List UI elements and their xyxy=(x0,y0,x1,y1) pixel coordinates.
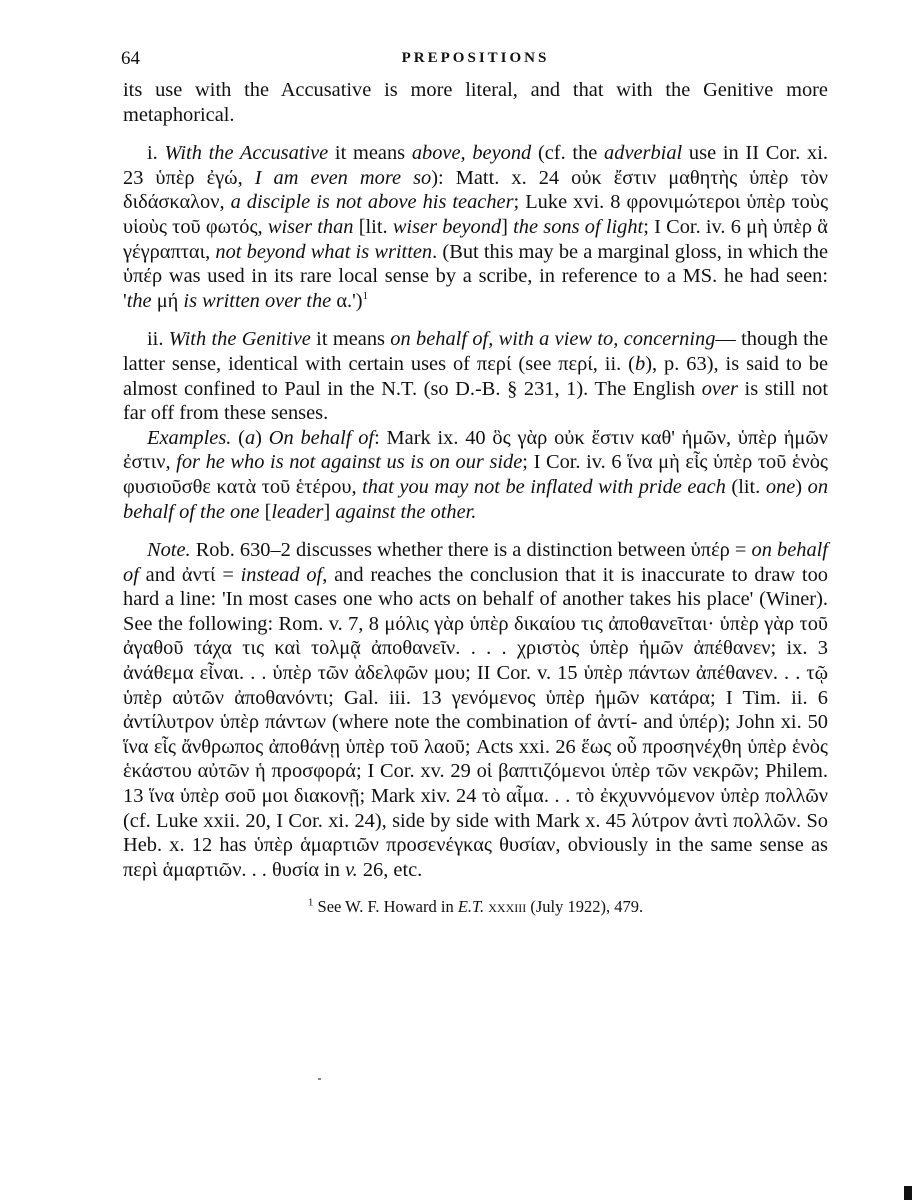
italic-text: E.T. xyxy=(457,897,485,917)
footnote-marker: 1 xyxy=(307,896,314,909)
text: its use with the Accusative is more literal, and that with the Genitive more metaphorical. xyxy=(123,79,828,126)
text: [lit. xyxy=(353,215,393,238)
text: Rob. 630–2 discusses whether there is a distinction between ὑπέρ = xyxy=(190,539,752,562)
text: . (But this may be a marginal gloss, in which the ὑπέρ was used in its rare local sense by a scribe, in reference to a MS. he had seen: ' xyxy=(123,240,828,312)
paragraph-genitive xyxy=(123,327,828,425)
italic-text: the xyxy=(126,289,152,312)
italic-text: I am even more so xyxy=(254,166,432,189)
paragraph-intro xyxy=(123,78,828,127)
italic-text: on behalf of the one xyxy=(123,475,829,523)
text: ), p. 63), is said to be almost confined to Paul in the N.T. (so D.-B. § 231, 1). The English xyxy=(123,352,828,400)
text: μή xyxy=(151,289,184,312)
italic-text: a disciple is not above his teacher xyxy=(230,191,514,214)
section-number: ii. xyxy=(147,328,169,351)
running-title: PREPOSITIONS xyxy=(401,50,550,66)
scan-edge-mark xyxy=(904,1186,912,1200)
text: (lit. xyxy=(725,475,766,498)
italic-text: a xyxy=(244,426,256,449)
text: 26, etc. xyxy=(357,858,423,881)
paragraph-note xyxy=(123,538,828,882)
text: is still not far off from these senses. xyxy=(123,377,829,425)
italic-text: against the other. xyxy=(335,500,477,523)
text: ] xyxy=(323,500,336,523)
italic-text: that you may not be inflated with pride each xyxy=(362,475,726,498)
text: ; Luke xvi. 8 φρονιμώτεροι ὑπὲρ τοὺς υἱοὺς τοῦ φωτός, xyxy=(123,191,829,238)
text: ): Matt. x. 24 οὐκ ἔστιν μαθητὴς ὑπὲρ τὸν διδάσκαλον, xyxy=(123,166,829,214)
italic-text: b xyxy=(634,352,646,375)
text: ; I Cor. iv. 6 ἵνα μὴ εἷς ὑπὲρ τοῦ ἑνὸς φυσιοῦσθε κατὰ τοῦ ἑτέρου, xyxy=(123,451,828,498)
volume-number: xxxiii xyxy=(488,897,527,917)
text: use in II Cor. xi. 23 ὑπὲρ ἐγώ, xyxy=(123,142,828,189)
text: α.') xyxy=(331,289,363,312)
italic-text: not beyond what is written xyxy=(215,240,433,263)
page-number: 64 xyxy=(121,48,140,69)
text: [ xyxy=(259,500,272,523)
paragraph-examples xyxy=(123,426,828,524)
italic-text: on behalf of xyxy=(123,539,828,586)
text: (July 1922), 479. xyxy=(526,897,644,917)
italic-text: On behalf of xyxy=(268,426,375,449)
footnote xyxy=(123,896,828,918)
section-number: i. xyxy=(147,142,165,165)
text: (cf. the xyxy=(531,142,605,165)
italic-text: above, beyond xyxy=(411,142,532,165)
footnote-marker: 1 xyxy=(362,289,369,302)
section-label: Examples. xyxy=(147,426,232,449)
body-text xyxy=(123,78,828,882)
italic-text: the sons of light xyxy=(513,215,644,238)
page xyxy=(123,48,828,918)
italic-text: one xyxy=(765,475,796,498)
text: ( xyxy=(231,426,245,449)
italic-text: for he who is not against us is on our side xyxy=(176,451,523,474)
italic-text: over xyxy=(701,377,738,400)
section-label: With the Accusative xyxy=(164,142,329,165)
italic-text: wiser beyond xyxy=(392,215,502,238)
text: , and reaches the conclusion that it is inaccurate to draw too hard a line: 'In most cases one who acts on behalf of another takes his place' (Winer). See the following: Rom. v. 7, 8 μόλις γὰρ ὑπὲρ δικαίου τις ἀποθανεῖται· ὑπὲρ γὰρ τοῦ ἀγαθοῦ τάχα τις καὶ τολμᾷ ἀποθανεῖν. . . . χριστὸς ὑπὲρ ἡμῶν ἀπέθανεν; ix. 3 ἀνάθεμα εἶναι. . . ὑπὲρ τῶν ἀδελφῶν μου; II Cor. v. 15 ὑπὲρ πάντων ἀπέθανεν. . . τῷ ὑπὲρ αὐτῶν ἀποθανόντι; Gal. iii. 13 γενόμενος ὑπὲρ ἡμῶν κατάρα; I Tim. ii. 6 ἀντίλυτρον ὑπὲρ πάντων (where note the combination of ἀντί- and ὑπέρ); John xi. 50 ἵνα εἷς ἄνθρωπος ἀποθάνῃ ὑπὲρ τοῦ λαοῦ; Acts xxi. 26 ἕως οὗ προσηνέχθη ὑπὲρ ἑνὸς ἑκάστου αὐτῶν ἡ προσφορά; I Cor. xv. 29 οἱ βαπτιζόμενοι ὑπὲρ τῶν νεκρῶν; Philem. 13 ἵνα ὑπὲρ σοῦ μοι διακονῇ; Mark xiv. 24 τὸ αἷμα. . . τὸ ἐκχυννόμενον ὑπὲρ πολλῶν (cf. Luke xxii. 20, I Cor. xi. 24), side by side with Mark x. 45 λύτρον ἀντὶ πολλῶν. So Heb. x. 12 has ὑπὲρ ἁμαρτιῶν προσενέγκας θυσίαν, obviously in the same sense as περὶ ἁμαρτιῶν. . . θυσία in xyxy=(123,563,828,881)
italic-text: leader xyxy=(271,500,324,523)
text: and ἀντί = xyxy=(138,563,241,586)
italic-text: instead of xyxy=(240,563,323,586)
text: See W. F. Howard in xyxy=(313,897,458,917)
section-label: With the Genitive xyxy=(168,328,311,351)
section-label: Note. xyxy=(147,539,191,562)
text: it means xyxy=(310,328,391,351)
paragraph-accusative xyxy=(123,141,828,313)
text: ) xyxy=(795,475,808,498)
scan-speck xyxy=(318,1078,321,1080)
text: ] xyxy=(501,215,514,238)
running-head xyxy=(123,48,828,78)
italic-text: on behalf of, with a view to, concerning xyxy=(390,328,716,351)
text: — though the latter sense, identical with certain uses of περί (see περί, ii. ( xyxy=(123,328,829,375)
text: : Mark ix. 40 ὃς γὰρ οὐκ ἔστιν καθ' ἡμῶν, ὑπὲρ ἡμῶν ἐστιν, xyxy=(123,426,828,474)
italic-text: adverbial xyxy=(604,142,683,165)
text: it means xyxy=(328,142,412,165)
italic-text: is written over the xyxy=(183,289,332,312)
italic-text: v. xyxy=(345,858,358,881)
italic-text: wiser than xyxy=(267,215,354,238)
text: ) xyxy=(255,426,269,449)
text: ; I Cor. iv. 6 μὴ ὑπὲρ ἃ γέγραπται, xyxy=(123,215,828,263)
